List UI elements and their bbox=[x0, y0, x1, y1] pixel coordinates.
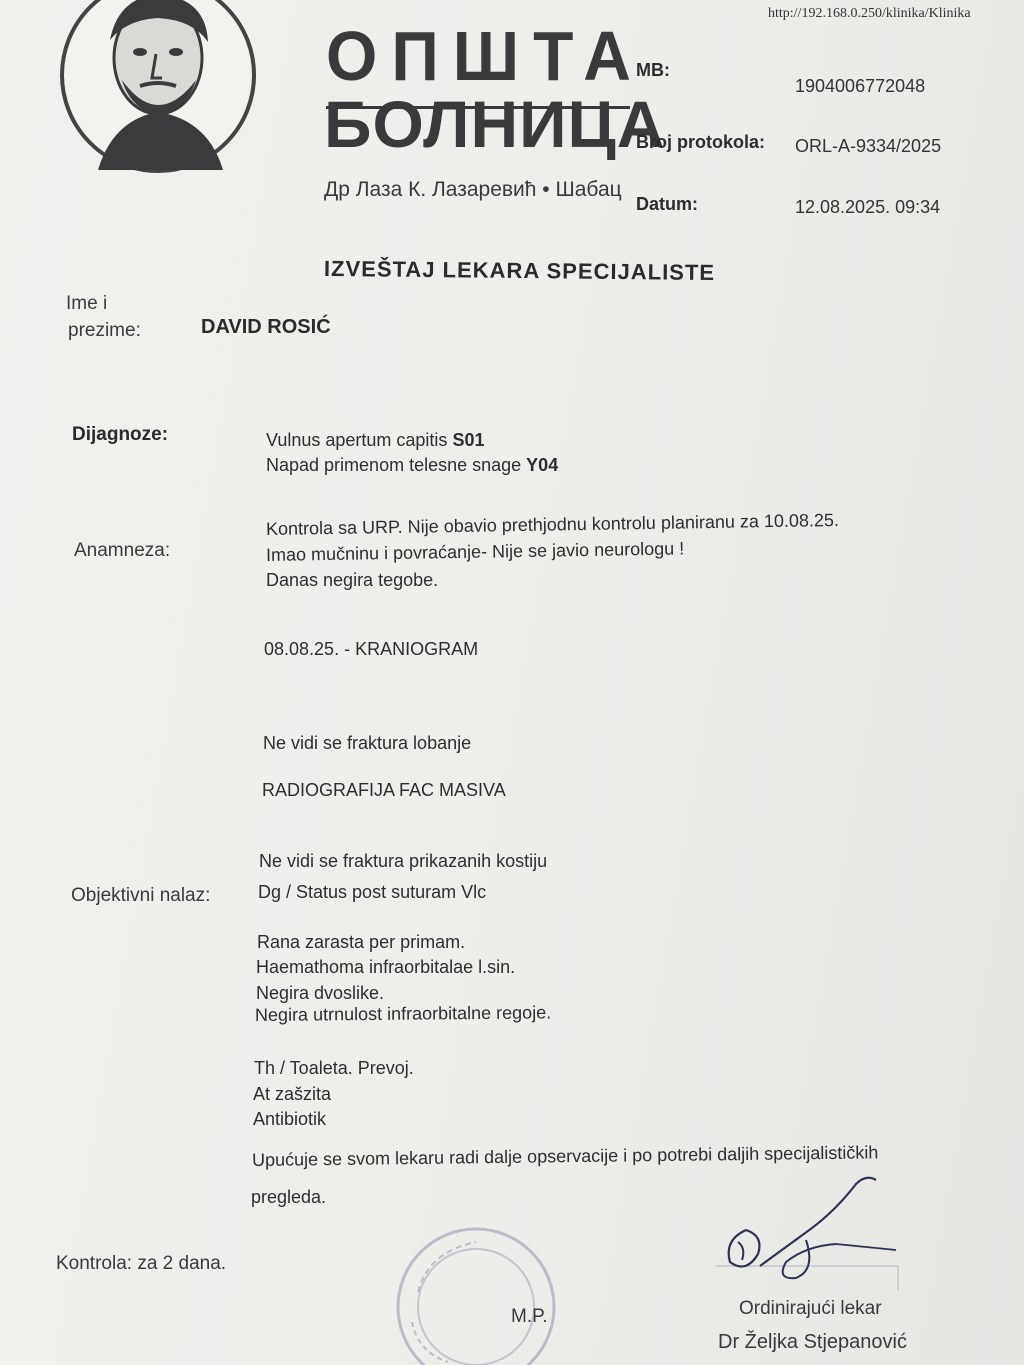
anamnesis-line: Kontrola sa URP. Nije obavio prethjodnu kontrolu planiranu za 10.08.25. bbox=[265, 510, 840, 539]
findings-line: Negira utrnulost infraorbitalne regoje. bbox=[254, 1002, 552, 1025]
kraniogram-line: 08.08.25. - KRANIOGRAM bbox=[264, 639, 479, 659]
referral-line: pregleda. bbox=[251, 1187, 327, 1207]
findings-line: Rana zarasta per primam. bbox=[257, 932, 466, 952]
patient-name: DAVID ROSIĆ bbox=[201, 316, 331, 338]
diagnosis-item bbox=[266, 453, 558, 478]
round-stamp bbox=[388, 1212, 558, 1365]
doctor-name: Dr Željka Stjepanović bbox=[718, 1331, 907, 1353]
diagnosis-text: Napad primenom telesne snage bbox=[266, 455, 522, 475]
report-title: IZVEŠTAJ LEKARA SPECIJALISTE bbox=[323, 255, 716, 286]
brand-subtitle: Др Лаза К. Лазаревић • Шабац bbox=[324, 178, 622, 201]
doctor-role: Ordinirajući lekar bbox=[739, 1298, 882, 1319]
protocol-label: Broj protokola: bbox=[636, 132, 765, 152]
control-text: Kontrola: za 2 dana. bbox=[56, 1253, 227, 1274]
hospital-logo-portrait bbox=[58, 0, 258, 190]
bones-fracture-line: Ne vidi se fraktura prikazanih kostiju bbox=[259, 851, 548, 871]
therapy-line: Th / Toaleta. Prevoj. bbox=[254, 1058, 414, 1078]
status-line: Dg / Status post suturam Vlc bbox=[258, 882, 487, 902]
findings-line: Negira dvoslike. bbox=[256, 983, 385, 1003]
patient-label-line2: prezime: bbox=[68, 320, 141, 341]
skull-fracture-line: Ne vidi se fraktura lobanje bbox=[263, 733, 472, 753]
mp-label: M.P. bbox=[511, 1306, 548, 1327]
mb-label: MB: bbox=[636, 60, 670, 80]
doctor-signature bbox=[716, 1170, 916, 1290]
diagnoses-label: Dijagnoze: bbox=[72, 424, 169, 445]
protocol-value: ORL-A-9334/2025 bbox=[795, 136, 942, 156]
date-label: Datum: bbox=[636, 194, 698, 214]
brand-line-1: ОПШТА bbox=[326, 17, 645, 95]
mb-value: 1904006772048 bbox=[795, 76, 926, 96]
patient-label-line1: Ime i bbox=[66, 293, 108, 314]
anamnesis-line: Danas negira tegobe. bbox=[266, 570, 439, 590]
brand-line-2: БОЛНИЦА bbox=[324, 87, 666, 161]
referral-line: Upućuje se svom lekaru radi dalje opservacije i po potrebi daljih specijalističkih bbox=[251, 1142, 879, 1170]
diagnosis-text: Vulnus apertum capitis bbox=[266, 430, 448, 450]
date-value: 12.08.2025. 09:34 bbox=[795, 197, 941, 217]
diagnosis-code: S01 bbox=[452, 430, 485, 450]
findings-label: Objektivni nalaz: bbox=[71, 885, 211, 906]
therapy-line: Antibiotik bbox=[253, 1109, 327, 1129]
radiography-line: RADIOGRAFIJA FAC MASIVA bbox=[262, 780, 506, 800]
therapy-line: At zašzita bbox=[253, 1084, 332, 1104]
print-url: http://192.168.0.250/klinika/Klinika bbox=[768, 6, 971, 21]
anamnesis-label: Anamneza: bbox=[74, 540, 171, 561]
anamnesis-line: Imao mučninu i povraćanje- Nije se javio neurologu ! bbox=[265, 538, 685, 565]
findings-line: Haemathoma infraorbitalae l.sin. bbox=[256, 957, 516, 977]
diagnosis-item bbox=[266, 428, 484, 453]
diagnosis-code: Y04 bbox=[526, 455, 559, 475]
